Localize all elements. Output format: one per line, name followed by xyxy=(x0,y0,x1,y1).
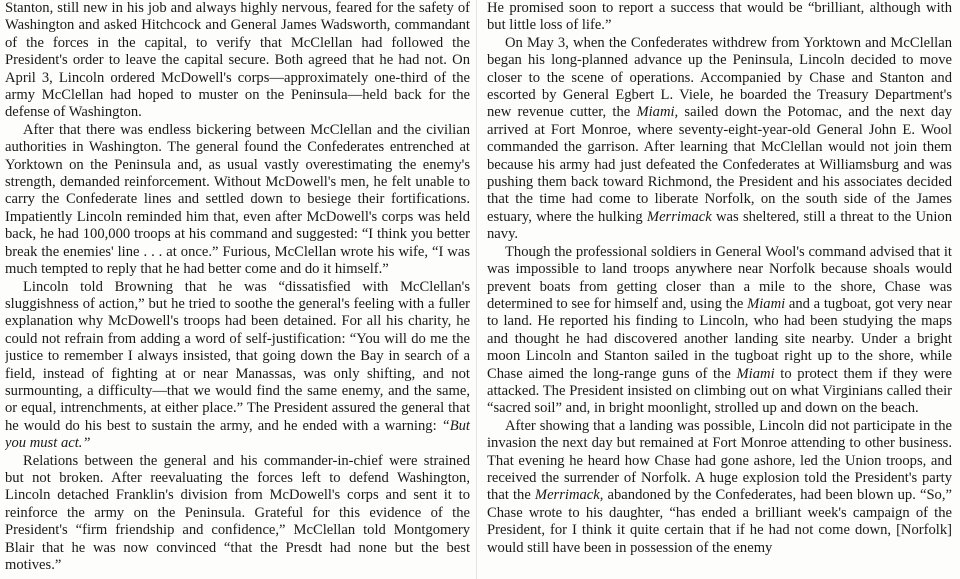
paragraph xyxy=(5,453,470,575)
paragraph xyxy=(487,0,952,35)
italic-text: “But you must act.” xyxy=(5,417,470,452)
paragraph xyxy=(487,418,952,557)
text-run: Though the professional soldiers in General Wool's command advised that it was impossible to land troops anywhere near Norfolk because shoals would prevent boats from getting closer than a mile to the shore, Chase was determined to see for himself and, using the xyxy=(487,243,952,312)
paragraph xyxy=(5,0,470,122)
text-run: After showing that a landing was possible, Lincoln did not participate in the invasion the next day but remained at Fort Monroe attending to other business. That evening he heard how Chase had gone ashore, led the Union troops, and received the surrender of Norfolk. A huge explosion told the President's party that the xyxy=(487,417,952,504)
right-text-column xyxy=(487,0,952,579)
italic-text: Miami xyxy=(747,295,786,312)
italic-text: Miami, xyxy=(636,104,679,121)
text-run: On May 3, when the Confederates withdrew from Yorktown and McClellan began his long-planned advance up the Peninsula, Lincoln decided to move closer to the scene of operations. Accompanied by Chase and Stanton and escorted by General Egbert L. Viele, he boarded the Treasury Department's new revenue cutter, the xyxy=(487,34,952,121)
text-run: Relations between the general and his commander-in-chief were strained but not broken. After reevaluating the forces left to defend Washington, Lincoln detached Franklin's division from McDowell's corps and sent it to reinforce the army on the Peninsula. Grateful for this evidence of the President's “firm friendship and confidence,” McClellan told Montgomery Blair that he was now convinced “that the Presdt had none but the best motives.” xyxy=(5,452,470,573)
paragraph xyxy=(5,122,470,279)
paragraph xyxy=(487,244,952,418)
italic-text: Merrimack xyxy=(646,208,712,225)
text-run: Lincoln told Browning that he was “dissatisfied with McClellan's sluggishness of action,” but he tried to soothe the general's feeling with a fuller explanation why McDowell's troops had been detained. For all his charity, he could not refrain from adding a word of self-justification: “You will do me the justice to remember I always insisted, that going down the Bay in search of a field, instead of fighting at or near Manassas, was only shifting, and not surmounting, a difficulty—that we would find the same enemy, and the same, or equal, intrenchments, at either place.” The President assured the general that he would do his best to sustain the army, and he ended with a warning: xyxy=(5,278,470,434)
paragraph xyxy=(5,279,470,453)
text-run: sailed down the Potomac, and the next day arrived at Fort Monroe, where seventy-eight-year-old General John E. Wool commanded the garrison. After learning that McClellan would not join them because his army had just defeated the Confederates at Williamsburg and was pushing them back toward Richmond, the President and his associates decided that the time had come to liberate Norfolk, on the south side of the James estuary, where the hulking xyxy=(487,104,952,225)
text-run: to protect them if they were attacked. The President insisted on climbing out on what Virginians called their “sacred soil” and, in bright moonlight, strolled up and down on the beach. xyxy=(487,365,952,417)
italic-text: Merrimack, xyxy=(534,487,604,504)
text-run: and a tugboat, got very near to land. He reported his finding to Lincoln, who had been studying the maps and thought he had discovered another landing site nearby. Under a bright moon Lincoln and Stanton sailed in the tugboat right up to the shore, while Chase aimed the long-range guns of the xyxy=(487,295,952,382)
paragraph xyxy=(487,35,952,244)
text-run: He promised soon to report a success that would be “brilliant, although with but little loss of life.” xyxy=(487,0,952,34)
text-run: was sheltered, still a threat to the Union navy. xyxy=(487,208,952,243)
text-run: abandoned by the Confederates, had been blown up. “So,” Chase wrote to his daughter, “has ended a brilliant week's campaign of the President, for I think it quite certain that if he had not come down, [Norfolk] would still have been in possession of the enemy xyxy=(487,487,952,556)
text-run: Stanton, still new in his job and always highly nervous, feared for the safety of Washington and asked Hitchcock and General James Wadsworth, commandant of the forces in the capital, to verify that McClellan had followed the President's order to leave the capital secure. Both agreed that he had not. On April 3, Lincoln ordered McDowell's corps—approximately one-third of the army McClellan had hoped to muster on the Peninsula—held back for the defense of Washington. xyxy=(5,0,470,121)
text-run: After that there was endless bickering between McClellan and the civilian authorities in Washington. The general found the Confederates entrenched at Yorktown on the Peninsula and, as usual vastly overestimating the enemy's strength, demanded reinforcement. Without McDowell's men, he felt unable to carry the Confederate lines and settled down to besiege their fortifications. Impatiently Lincoln reminded him that, even after McDowell's corps was held back, he had 100,000 troops at his command and suggested: “I think you better break the enemies' line . . . at once.” Furious, McClellan wrote his wife, “I was much tempted to reply that he had better come and do it himself.” xyxy=(5,121,470,278)
left-text-column xyxy=(5,0,477,579)
italic-text: Miami xyxy=(736,365,775,382)
